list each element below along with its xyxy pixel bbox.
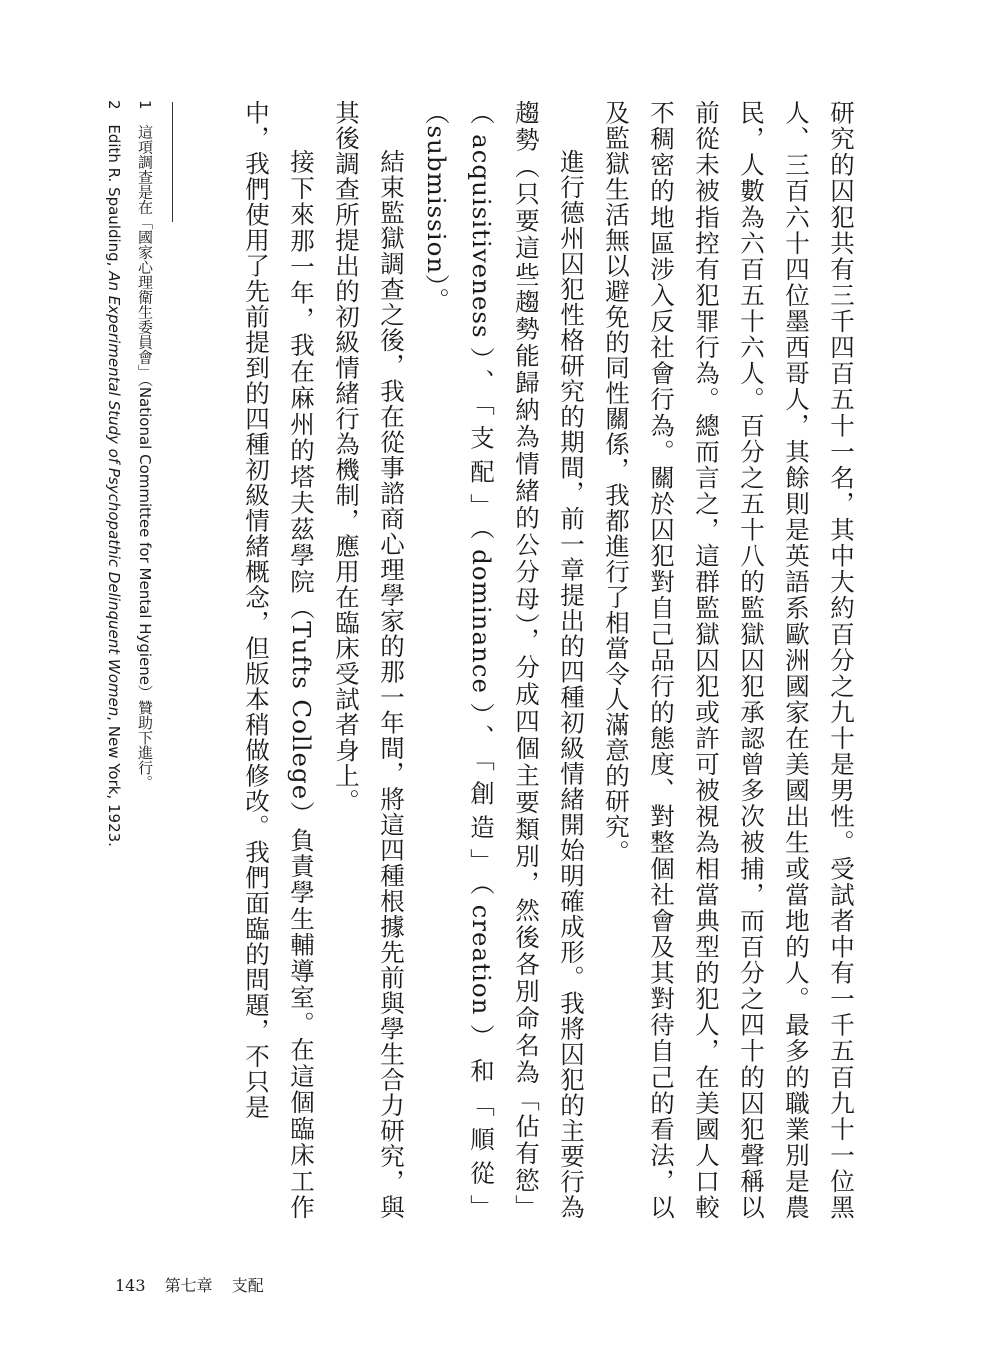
footnotes-block (100, 100, 160, 1200)
paragraph-4: 接下來那一年，我在麻州的塔夫茲學院（Tufts College）負責學生輔導室。在這個臨床工作中，我們使用了先前提到的四種初級情緒概念，但版本稍做修改。我們面臨的問題，不只是 (242, 100, 316, 1220)
footnote-book-title: An Experimental Study of Psychopathic Delinquent Women (105, 271, 123, 717)
paragraph-2: 進行德州囚犯性格研究的期間，前一章提出的四種初級情緒開始明確成形。我將囚犯的主要行為趨勢（只要這些趨勢能歸納為情緒的公分母），分成四個主要類別，然後各別命名為「佔有慾」（acquisitiveness）、「支配」（dominance）、「創造」（creation）和「順從」（submission）。 (422, 100, 586, 1220)
footnote-text: 這項調查是在「國家心理衛生委員會」（National Committee for Mental Hygiene）贊助下進行。 (136, 124, 154, 791)
footnote-text-after: , New York, 1923. (105, 716, 123, 847)
paragraph-3: 結束監獄調查之後，我在從事諮商心理學家的那一年間，將這四種根據先前與學生合力研究，與其後調查所提出的初級情緒行為機制，應用在臨床受試者身上。 (332, 100, 406, 1220)
footnote-divider (172, 102, 173, 222)
page-footer (115, 1273, 278, 1296)
page-number: 143 (115, 1276, 146, 1295)
chapter-title: 支配 (231, 1276, 264, 1295)
footnote-2 (100, 100, 129, 1200)
paragraph-1: 研究的囚犯共有三千四百五十一名，其中大約百分之九十是男性。受試者中有一千五百九十一位黑人、三百六十四位墨西哥人，其餘則是英語系歐洲國家在美國出生或當地的人。最多的職業別是農民，人數為六百五十六人。百分之五十八的監獄囚犯承認曾多次被捕，而百分之四十的囚犯聲稱以前從未被指控有犯罪行為。總而言之，這群監獄囚犯或許可被視為相當典型的犯人，在美國人口較不稠密的地區涉入反社會行為。關於囚犯對自己品行的態度、對整個社會及其對待自己的看法，以及監獄生活無以避免的同性關係，我都進行了相當令人滿意的研究。 (602, 100, 856, 1220)
main-text-block (144, 100, 864, 1220)
footnote-number: 1 (136, 100, 154, 110)
chapter-label: 第七章 (164, 1276, 213, 1295)
footnote-number: 2 (105, 100, 123, 110)
footnote-text: Edith R. Spaulding, (105, 124, 123, 272)
footnote-1 (129, 100, 160, 1200)
